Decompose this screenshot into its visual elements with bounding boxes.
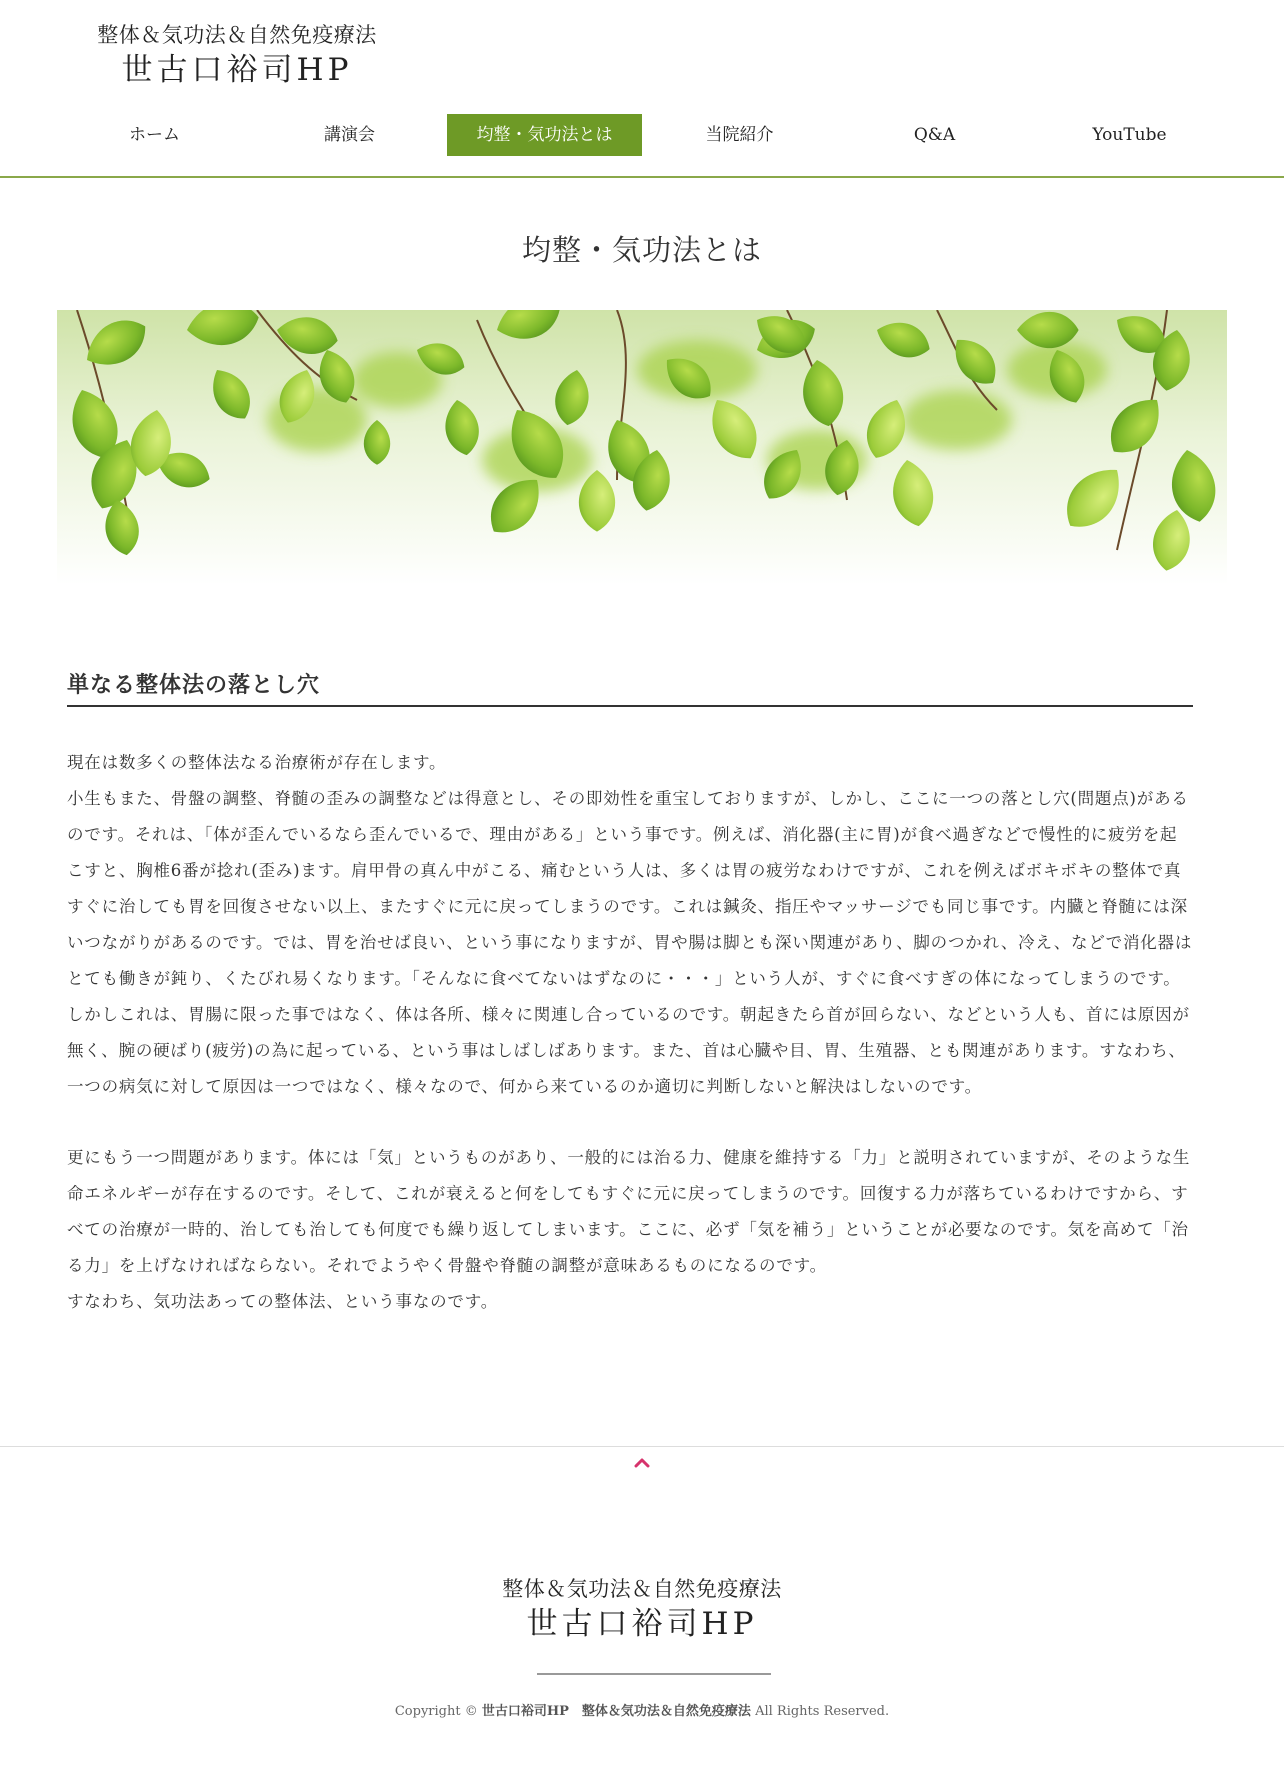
copyright xyxy=(0,1700,1284,1719)
nav-item-qa[interactable]: Q&A xyxy=(913,125,956,145)
copyright-prefix: Copyright © xyxy=(394,1704,478,1719)
paragraph-pitfall: 小生もまた、骨盤の調整、脊髄の歪みの調整などは得意とし、その即効性を重宝しておりますが、しかし、ここに一つの落とし穴(問題点)があるのです。それは、「体が歪んでいるなら歪んでいるで、理由がある」という事です。例えば、消化器(主に胃)が食べ過ぎなどで慢性的に疲労を起こすと、胸椎6番が捻れ(歪み)ます。肩甲骨の真ん中がこる、痛むという人は、多くは胃の疲労なわけですが、これを例えばボキボキの整体で真すぐに治しても胃を回復させない以上、またすぐに元に戻ってしまうのです。これは鍼灸、指圧やマッサージでも同じ事です。内臓と脊髄には深いつながりがあるのです。では、胃を治せば良い、という事になりますが、胃や腸は脚とも深い関連があり、脚のつかれ、冷え、などで消化器はとても働きが鈍り、くたびれ易くなります。「そんなに食べてないはずなのに・・・」という人が、すぐに食べすぎの体になってしまうのです。しかしこれは、胃腸に限った事ではなく、体は各所、様々に関連し合っているのです。朝起きたら首が回らない、などという人も、首には原因が無く、腕の硬ばり(疲労)の為に起っている、という事はしばしばあります。また、首は心臓や目、胃、生殖器、とも関連があります。すなわち、一つの病気に対して原因は一つではなく、様々なので、何から来ているのか適切に判断しないと解決はしないのです。 xyxy=(67,789,1193,1096)
paragraph-conclusion: すなわち、気功法あっての整体法、という事なのです。 xyxy=(67,1292,499,1311)
footer-logo[interactable] xyxy=(442,1574,842,1644)
article-body xyxy=(67,745,1193,1320)
page-title: 均整・気功法とは xyxy=(521,233,762,267)
section-heading: 単なる整体法の落とし穴 xyxy=(67,668,1193,707)
nav-item-youtube[interactable]: YouTube xyxy=(1092,125,1167,145)
chevron-up-icon[interactable] xyxy=(629,1451,655,1473)
site-logo[interactable] xyxy=(92,20,382,90)
footer-logo-subtitle: 整体＆気功法＆自然免疫療法 xyxy=(502,1577,782,1601)
footer-logo-underline xyxy=(537,1673,771,1675)
logo-subtitle: 整体＆気功法＆自然免疫療法 xyxy=(97,23,377,47)
nav-item-home[interactable]: ホーム xyxy=(129,125,180,145)
copyright-name: 世古口裕司HP 整体＆気功法＆自然免疫療法 xyxy=(481,1704,751,1719)
nav-item-kinsei-qigong[interactable]: 均整・気功法とは xyxy=(447,114,642,156)
nav-item-clinic[interactable]: 当院紹介 xyxy=(705,125,774,145)
hero-leaves-image xyxy=(57,310,1227,585)
paragraph-intro: 現在は数多くの整体法なる治療術が存在します。 xyxy=(67,753,447,772)
logo-title: 世古口裕司HP xyxy=(121,52,353,88)
footer-logo-title: 世古口裕司HP xyxy=(526,1606,758,1642)
main-nav xyxy=(57,114,1227,156)
nav-item-lectures[interactable]: 講演会 xyxy=(324,125,375,145)
paragraph-qi: 更にもう一つ問題があります。体には「気」というものがあり、一般的には治る力、健康を維持する「力」と説明されていますが、そのような生命エネルギーが存在するのです。そして、これが衰えると何をしてもすぐに元に戻ってしまうのです。回復する力が落ちているわけですから、すべての治療が一時的、治しても治しても何度でも繰り返してしまいます。ここに、必ず「気を補う」ということが必要なのです。気を高めて「治る力」を上げなければならない。それでようやく骨盤や脊髄の調整が意味あるものになるのです。 xyxy=(67,1148,1191,1275)
copyright-suffix: All Rights Reserved. xyxy=(755,1704,890,1719)
site-header xyxy=(0,0,1284,178)
footer-divider-line xyxy=(0,1446,1284,1447)
